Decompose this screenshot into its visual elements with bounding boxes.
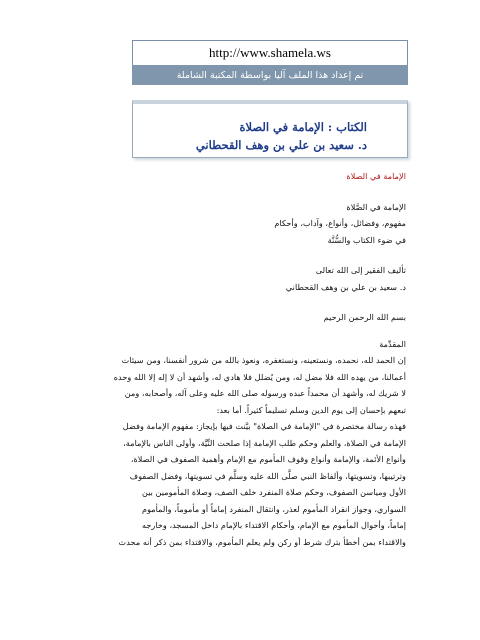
intro-heading: المقدِّمة bbox=[379, 338, 406, 349]
section-heading: الإمامة في الصلاة bbox=[346, 171, 406, 181]
author-block bbox=[54, 262, 406, 295]
paragraph-line: إماماً، وأحوال المأموم مع الإمام، وأحكام الاقتداء بالإمام داخل المسجد، وخارجه bbox=[141, 520, 406, 530]
title-line: مفهوم، وفضائل، وأنواع، وآداب، وأحكام bbox=[274, 218, 406, 228]
book-author: د. سعيد بن علي بن وهف القحطاني bbox=[195, 138, 367, 152]
paragraph-line: إن الحمد لله، نحمده، ونستعينه، ونستغفره، ونعوذ بالله من شرور أنفسنا، ومن سيئات bbox=[121, 355, 406, 365]
summary-paragraph bbox=[54, 418, 406, 550]
author-line: تأليف الفقير إلى الله تعالى bbox=[315, 265, 406, 275]
author-line: د. سعيد بن علي بن وهف القحطاني bbox=[285, 281, 406, 292]
intro-paragraph bbox=[54, 352, 406, 418]
paragraph-line: لا شريك له، وأشهد أن محمداً عبده ورسوله صلى الله عليه وعلى آله، وأصحابه، ومن bbox=[124, 388, 406, 398]
basmala: بسم الله الرحمن الرحيم bbox=[323, 312, 406, 322]
generated-note: تم إعداد هذا الملف آليا بواسطة المكتبة الشاملة bbox=[132, 65, 408, 85]
paragraph-line: والاقتداء بمن أخطأ بترك شرط أو ركن ولم يعلم المأموم، والاقتداء بمن ذكر أنه محدث bbox=[118, 536, 406, 547]
paragraph-line: أعمالنا، من يهده الله فلا مضل له، ومن يُضلل فلا هادي له، وأشهد أن لا إله إلا الله وحده bbox=[113, 371, 406, 382]
site-url[interactable]: http://www.shamela.ws bbox=[132, 40, 408, 65]
paragraph-line: الإمامة في الصلاة، والعلم وحكم طلب الإمامة إذا صلحت النِّيَّة، وأولى الناس بالإمامة، bbox=[123, 437, 406, 448]
paragraph-line: السواري، وجواز انفراد المأموم لعذر، وانتقال المنفرد إماماً أو مأموماً، والمأموم bbox=[142, 503, 406, 514]
book-info-box bbox=[132, 100, 408, 158]
paragraph-line: تبعهم بإحسان إلى يوم الدين وسلم تسليماً كثيراً. أما بعد: bbox=[216, 404, 406, 415]
paragraph-line: وأنواع الأئمة، والإمامة وأنواع وقوف المأموم مع الإمام وأهمية الصفوف في الصلاة، bbox=[130, 454, 406, 464]
title-line: في ضوء الكتاب والسُّنَّة bbox=[327, 234, 406, 245]
title-line: الإمامة في الصَّلاة bbox=[346, 201, 406, 212]
paragraph-line: فهذه رسالة مختصرة في "الإمامة في الصلاة" بيَّنت فيها بإيجاز: مفهوم الإمامة وفضل bbox=[122, 421, 406, 431]
paragraph-line: وترتيبها، وتسويتها، وألفاظ النبي صلَّى الله عليه وسلَّم في تسويتها، وفضل الصفوف bbox=[129, 470, 406, 481]
title-block bbox=[54, 199, 406, 249]
shamela-banner bbox=[132, 40, 408, 85]
paragraph-line: الأول ومياسن الصفوف، وحكم صلاة المنفرد خلف الصف، وصلاة المأمومين بين bbox=[141, 487, 406, 497]
document-body bbox=[54, 168, 406, 550]
book-title: الكتاب : الإمامة في الصلاة bbox=[239, 120, 367, 134]
